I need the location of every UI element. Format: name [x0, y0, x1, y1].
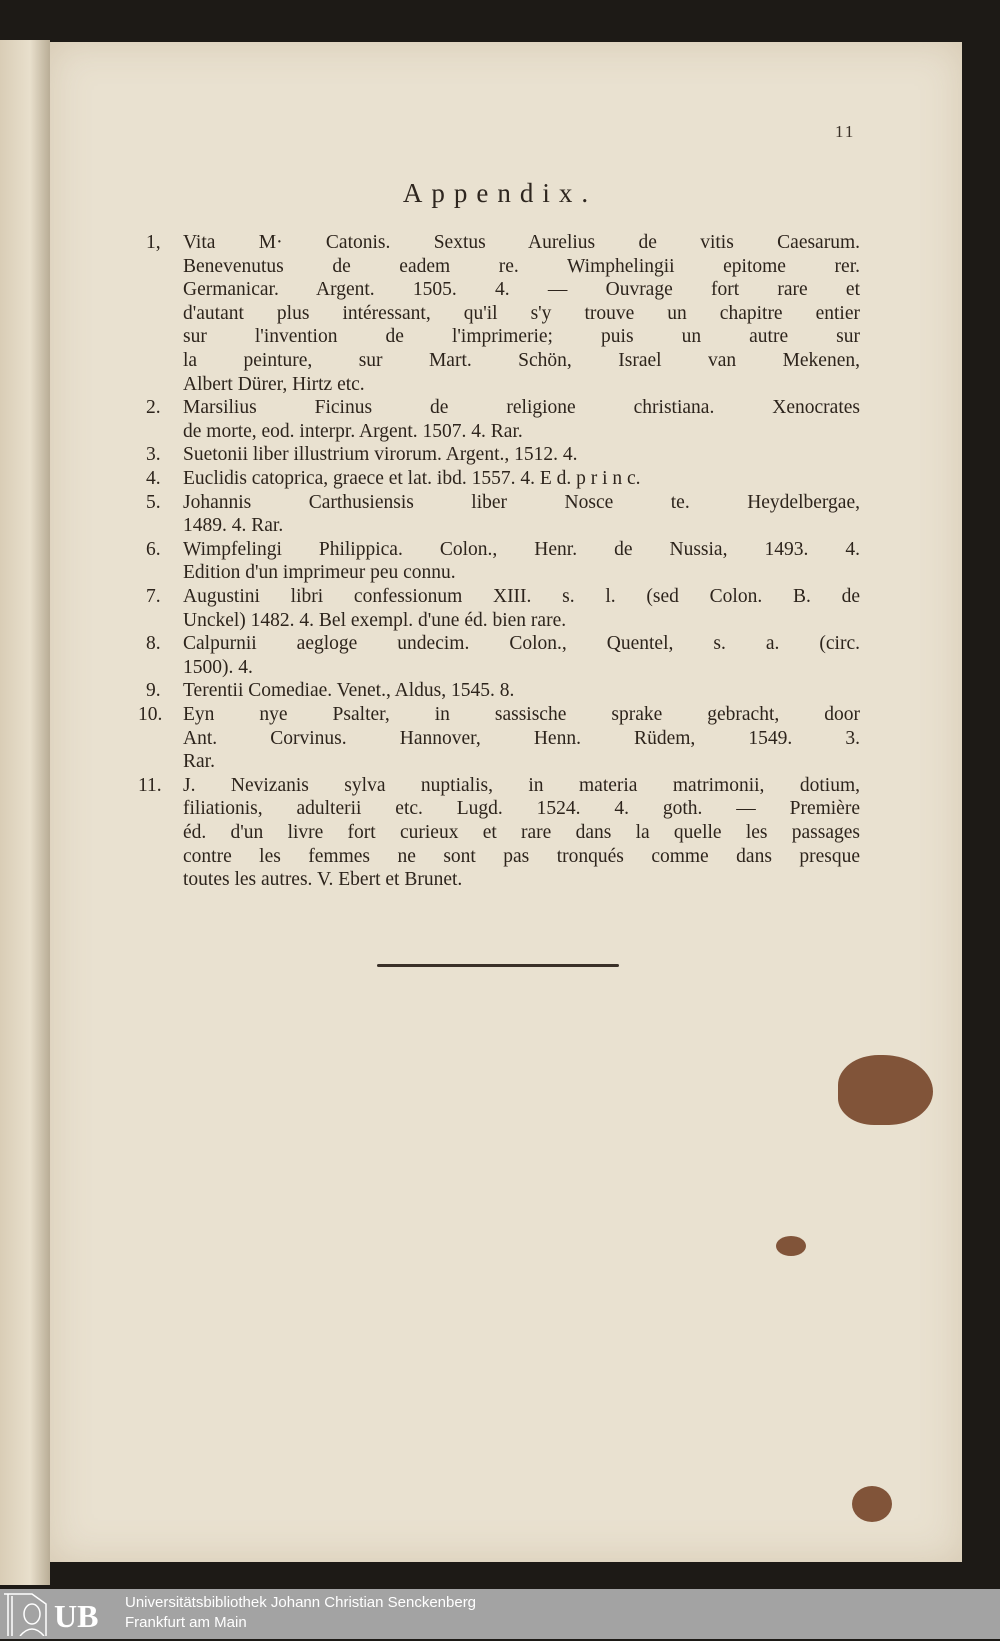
stain	[852, 1486, 892, 1522]
library-footer	[0, 1589, 1000, 1639]
entry-number: 2.	[146, 397, 161, 419]
entry-line: Augustini libri confessionum XIII. s. l. (sed Colon. B. de	[183, 586, 860, 607]
entry-line: filiationis, adulterii etc. Lugd. 1524. 4. goth. — Première	[183, 798, 860, 820]
entry-line: Albert Dürer, Hirtz etc.	[183, 373, 365, 395]
stain	[838, 1055, 933, 1125]
entry-line: Johannis Carthusiensis liber Nosce te. Heydelbergae,	[183, 491, 860, 513]
entry-line: Marsilius Ficinus de religione christiana. Xenocrates	[183, 397, 860, 419]
stain	[776, 1236, 806, 1256]
entry-number: 1,	[146, 232, 161, 253]
entry-line: Calpurnii aegloge undecim. Colon., Quentel, s. a. (circ.	[183, 633, 860, 655]
entry-line: Unckel) 1482. 4. Bel exempl. d'une éd. bien rare.	[183, 609, 567, 631]
entry-line: Terentii Comediae. Venet., Aldus, 1545. 8.	[183, 680, 515, 702]
entry-number: 8.	[146, 633, 161, 655]
entry-line: 1489. 4. Rar.	[183, 515, 284, 537]
entry-line: la peinture, sur Mart. Schön, Israel van Mekenen,	[183, 350, 860, 371]
entry-line: d'autant plus intéressant, qu'il s'y trouve un chapitre entier	[183, 302, 860, 324]
entry-number: 5.	[146, 491, 161, 513]
library-logo	[2, 1592, 112, 1636]
entry-line: Suetonii liber illustrium virorum. Argent., 1512. 4.	[183, 444, 578, 466]
entry-line: Germanicar. Argent. 1505. 4. — Ouvrage fort rare et	[183, 279, 860, 301]
entry-number: 10.	[138, 704, 163, 725]
entry-line: contre les femmes ne sont pas tronqués comme dans presque	[183, 845, 860, 867]
entry-line: Euclidis catoprica, graece et lat. ibd. 1557. 4. E d. p r i n c.	[183, 468, 641, 489]
entry-line: sur l'invention de l'imprimerie; puis un autre sur	[183, 326, 860, 348]
entry-line: toutes les autres. V. Ebert et Brunet.	[183, 869, 463, 891]
entry-line: éd. d'un livre fort curieux et rare dans la quelle les passages	[183, 822, 860, 843]
entry-number: 9.	[146, 680, 161, 702]
entry-line: Rar.	[183, 751, 215, 773]
entry-line: Edition d'un imprimeur peu connu.	[183, 562, 456, 584]
entry-line: Eyn nye Psalter, in sassische sprake gebracht, door	[183, 704, 860, 725]
entry-line: Ant. Corvinus. Hannover, Henn. Rüdem, 1549. 3.	[183, 727, 860, 749]
entry-number: 11.	[138, 774, 162, 796]
entry-line: Vita M· Catonis. Sextus Aurelius de vitis Caesarum.	[183, 232, 860, 253]
portrait-logo-icon	[2, 1592, 52, 1636]
library-city: Frankfurt am Main	[125, 1614, 247, 1631]
entry-number: 6.	[146, 538, 161, 560]
entry-line: de morte, eod. interpr. Argent. 1507. 4. Rar.	[183, 420, 523, 442]
divider-rule	[377, 964, 619, 967]
entry-line: J. Nevizanis sylva nuptialis, in materia matrimonii, dotium,	[183, 774, 860, 796]
entry-number: 4.	[146, 468, 161, 489]
entry-line: 1500). 4.	[183, 656, 253, 678]
entry-number: 7.	[146, 586, 161, 607]
page-title: Appendix.	[402, 178, 598, 208]
entry-number: 3.	[146, 444, 161, 466]
logo-text: UB	[54, 1598, 99, 1634]
adjacent-page-edge	[0, 40, 50, 1585]
entry-line: Wimpfelingi Philippica. Colon., Henr. de Nussia, 1493. 4.	[183, 538, 860, 560]
page-number: 11	[835, 122, 856, 141]
library-name: Universitätsbibliothek Johann Christian Senckenberg	[125, 1594, 477, 1611]
entry-line: Benevenutus de eadem re. Wimphelingii epitome rer.	[183, 255, 860, 277]
